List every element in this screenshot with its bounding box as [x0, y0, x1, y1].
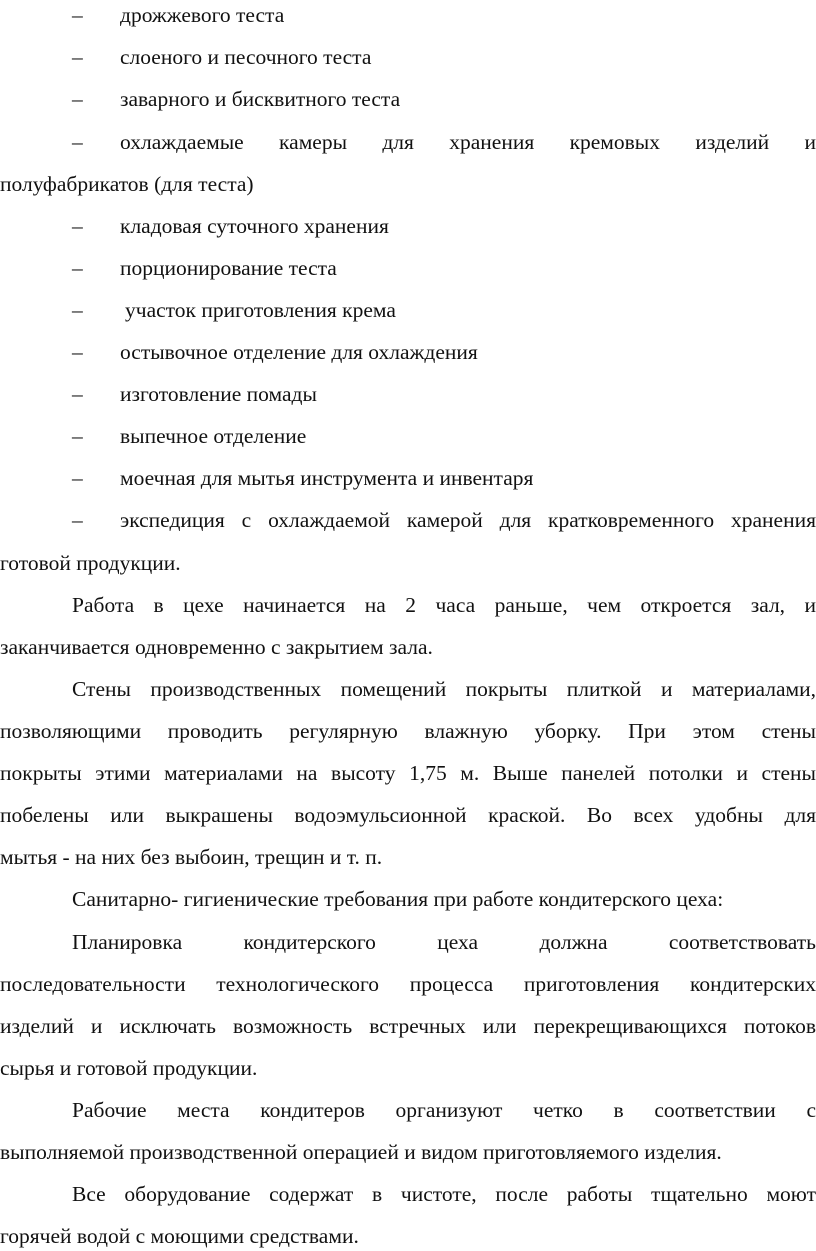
bullet-dash: – — [72, 87, 83, 111]
list-item — [0, 295, 816, 325]
paragraph-line: Все оборудование содержат в чистоте, после работы тщательно моют — [72, 1182, 816, 1206]
paragraph-line: сырья и готовой продукции. — [0, 1056, 258, 1080]
list-item — [0, 463, 816, 493]
paragraph-line: Работа в цехе начинается на 2 часа раньше, чем откроется зал, и — [72, 593, 816, 617]
list-item — [0, 379, 816, 409]
bullet-dash: – — [72, 382, 83, 406]
list-item — [0, 337, 816, 367]
paragraph-line: Планировка кондитерского цеха должна соответствовать — [72, 930, 816, 954]
list-item-text: заварного и бисквитного теста — [120, 87, 401, 111]
list-item — [0, 42, 816, 72]
list-item — [0, 253, 816, 283]
list-item-text: изготовление помады — [120, 382, 317, 406]
list-item-text: слоеного и песочного теста — [120, 45, 372, 69]
list-item-text: моечная для мытья инструмента и инвентаря — [120, 466, 534, 490]
list-item-text: участок приготовления крема — [125, 298, 396, 322]
list-item-text: экспедиция с охлаждаемой камерой для кратковременного хранения — [120, 508, 816, 532]
list-item-text: дрожжевого теста — [120, 3, 285, 27]
paragraph-line: последовательности технологического процесса приготовления кондитерских — [0, 972, 816, 996]
paragraph-line: изделий и исключать возможность встречных или перекрещивающихся потоков — [0, 1014, 816, 1038]
paragraph-line: мытья - на них без выбоин, трещин и т. п. — [0, 845, 383, 869]
paragraph-line: Стены производственных помещений покрыты плиткой и материалами, — [72, 677, 816, 701]
bullet-dash: – — [72, 508, 83, 532]
bullet-dash: – — [72, 130, 83, 154]
bullet-dash: – — [72, 424, 83, 448]
list-item-text: кладовая суточного хранения — [120, 214, 389, 238]
section-heading: Санитарно- гигиенические требования при работе кондитерского цеха: — [72, 887, 724, 911]
paragraph-line: заканчивается одновременно с закрытием зала. — [0, 635, 433, 659]
list-item-text: остывочное отделение для охлаждения — [120, 340, 478, 364]
bullet-dash: – — [72, 340, 83, 364]
list-item — [0, 211, 816, 241]
paragraph-line: Рабочие места кондитеров организуют четко в соответствии с — [72, 1098, 816, 1122]
bullet-dash: – — [72, 214, 83, 238]
list-item-text: выпечное отделение — [120, 424, 307, 448]
bullet-dash: – — [72, 3, 83, 27]
list-item — [0, 0, 816, 30]
list-item-text-continued: полуфабрикатов (для теста) — [0, 172, 254, 196]
bullet-dash: – — [72, 466, 83, 490]
paragraph-line: выполняемой производственной операцией и видом приготовляемого изделия. — [0, 1140, 722, 1164]
paragraph-line: позволяющими проводить регулярную влажную уборку. При этом стены — [0, 719, 816, 743]
bullet-dash: – — [72, 45, 83, 69]
bullet-dash: – — [72, 256, 83, 280]
paragraph-line: горячей водой с моющими средствами. — [0, 1224, 359, 1248]
list-item-text-continued: готовой продукции. — [0, 551, 181, 575]
list-item-text: охлаждаемые камеры для хранения кремовых изделий и — [120, 130, 816, 154]
list-item — [0, 84, 816, 114]
bullet-dash: – — [72, 298, 83, 322]
list-item — [0, 421, 816, 451]
list-item-text: порционирование теста — [120, 256, 337, 280]
paragraph-line: покрыты этими материалами на высоту 1,75 м. Выше панелей потолки и стены — [0, 761, 816, 785]
paragraph-line: побелены или выкрашены водоэмульсионной краской. Во всех удобны для — [0, 803, 816, 827]
